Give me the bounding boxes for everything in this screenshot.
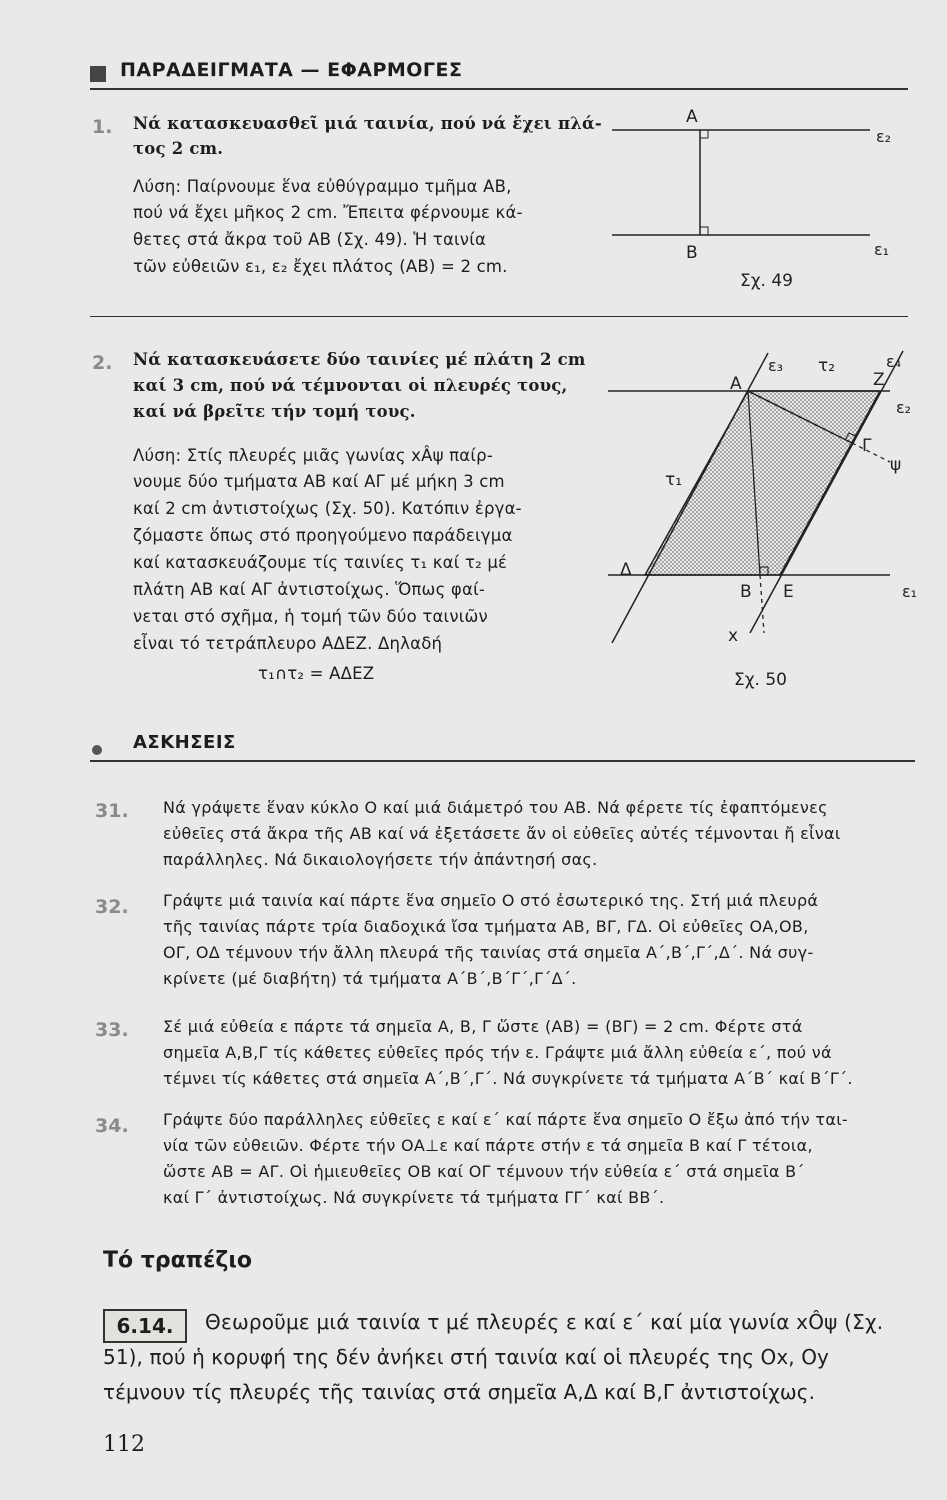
example-1-number: 1.: [92, 116, 113, 138]
fig50-label-D: Δ: [620, 560, 632, 580]
example-2-solution-2: νουμε δύο τμήματα ΑΒ καί ΑΓ μέ μήκη 3 cm: [133, 472, 505, 491]
fig49-label-B: Β: [686, 243, 698, 263]
fig50-label-t1: τ₁: [665, 470, 683, 490]
fig50-label-t2: τ₂: [818, 356, 836, 376]
fig50-label-A: Α: [730, 374, 742, 394]
exercise-31-line-2: εὐθεῖες στά ἄκρα τῆς ΑΒ καί νά ἐξετάσετε ἄν οἱ εὐθεῖες αὐτές τέμνονται ἤ εἶναι: [163, 824, 841, 843]
fig49-label-e2: ε₂: [876, 127, 892, 146]
fig50-caption: Σχ. 50: [734, 670, 788, 690]
section-box-label: 6.14.: [103, 1309, 187, 1343]
exercise-32-number: 32.: [95, 896, 129, 918]
example-2-solution-3: καί 2 cm ἀντιστοίχως (Σχ. 50). Κατόπιν ἐργα-: [133, 499, 522, 518]
fig50-label-B: Β: [740, 582, 752, 602]
exercise-33-number: 33.: [95, 1019, 129, 1041]
section-line-3: τέμνουν τίς πλευρές τῆς ταινίας στά σημεῖα Α,Δ καί Β,Γ ἀντιστοίχως.: [103, 1380, 816, 1404]
exercise-32-line-2: τῆς ταινίας πάρτε τρία διαδοχικά ἴσα τμήματα ΑΒ, ΒΓ, ΓΔ. Οἱ εὐθεῖες ΟΑ,ΟΒ,: [163, 917, 809, 936]
fig50-label-E: Ε: [783, 582, 794, 602]
page-number: 112: [103, 1432, 145, 1457]
fig49-right-angle-top: [700, 130, 708, 138]
exercise-34-line-2: νία τῶν εὐθειῶν. Φέρτε τήν ΟΑ⊥ε καί πάρτε στήν ε τά σημεῖα Β καί Γ τέτοια,: [163, 1136, 813, 1155]
exercise-34-line-4: καί Γ΄ ἀντιστοίχως. Νά συγκρίνετε τά τμήματα ΓΓ΄ καί ΒΒ΄.: [163, 1188, 665, 1207]
exercise-31-line-3: παράλληλες. Νά δικαιολογήσετε τήν ἀπάντησή σας.: [163, 850, 598, 869]
exercise-34-number: 34.: [95, 1115, 129, 1137]
fig49-label-e1: ε₁: [874, 240, 890, 259]
fig49-label-A: Α: [686, 107, 698, 127]
exercise-31-line-1: Νά γράψετε ἕναν κύκλο Ο καί μιά διάμετρό του ΑΒ. Νά φέρετε τίς ἐφαπτόμενες: [163, 798, 828, 817]
example-2-solution-7: νεται στό σχῆμα, ἡ τομή τῶν δύο ταινιῶν: [133, 607, 488, 626]
header-bullet: [90, 66, 106, 82]
section-line-1: Θεωροῦμε μιά ταινία τ μέ πλευρές ε καί ε΄ καί μία γωνία xÔψ (Σχ.: [205, 1310, 884, 1334]
divider-1: [90, 316, 908, 317]
example-1-solution-2: πού νά ἔχει μῆκος 2 cm. Ἔπειτα φέρνουμε κά-: [133, 203, 523, 222]
exercises-title: ΑΣΚΗΣΕΙΣ: [133, 732, 236, 753]
example-2-solution-5: καί κατασκευάζουμε τίς ταινίες τ₁ καί τ₂ μέ: [133, 553, 508, 572]
fig50-label-x: x: [728, 626, 739, 646]
fig50-label-e3: ε₃: [768, 356, 784, 375]
exercise-33-line-1: Σέ μιά εὐθεία ε πάρτε τά σημεῖα Α, Β, Γ ὥστε (ΑΒ) = (ΒΓ) = 2 cm. Φέρτε στά: [163, 1017, 803, 1036]
header-rule: [90, 88, 908, 90]
exercises-bullet: [92, 745, 102, 755]
section-title: Τό τραπέζιο: [103, 1248, 253, 1273]
figure-50: [590, 345, 920, 700]
exercise-32-line-4: κρίνετε (μέ διαβήτη) τά τμήματα Α΄Β΄,Β΄Γ΄,Γ΄Δ΄.: [163, 969, 577, 988]
header-title: ΠΑΡΑΔΕΙΓΜΑΤΑ — ΕΦΑΡΜΟΓΕΣ: [120, 59, 463, 81]
example-2-statement-1: Νά κατασκευάσετε δύο ταινίες μέ πλάτη 2 cm: [133, 350, 586, 369]
fig50-label-e2: ε₂: [896, 398, 912, 417]
exercise-32-line-1: Γράψτε μιά ταινία καί πάρτε ἕνα σημεῖο Ο στό ἐσωτερικό της. Στή μιά πλευρά: [163, 891, 819, 910]
fig50-label-psi: ψ: [890, 455, 902, 475]
exercises-rule: [90, 760, 915, 762]
example-2-number: 2.: [92, 352, 113, 374]
example-1-statement-2: τος 2 cm.: [133, 139, 224, 158]
example-2-formula: τ₁∩τ₂ = ΑΔΕΖ: [258, 664, 375, 683]
fig50-ray-x: [760, 575, 764, 633]
exercise-31-number: 31.: [95, 800, 129, 822]
exercise-34-line-1: Γράψτε δύο παράλληλες εὐθεῖες ε καί ε΄ καί πάρτε ἕνα σημεῖο Ο ἔξω ἀπό τήν ται-: [163, 1110, 848, 1129]
example-2-solution-8: εἶναι τό τετράπλευρο ΑΔΕΖ. Δηλαδή: [133, 634, 443, 653]
exercise-33-line-3: τέμνει τίς κάθετες στά σημεῖα Α΄,Β΄,Γ΄. Νά συγκρίνετε τά τμήματα Α΄Β΄ καί Β΄Γ΄.: [163, 1069, 853, 1088]
section-line-2: 51), πού ἡ κορυφή της δέν ἀνήκει στή ταινία καί οἱ πλευρές της Οx, Οy: [103, 1345, 829, 1369]
fig50-label-G: Γ: [862, 436, 872, 456]
example-2-solution-4: ζόμαστε ὅπως στό προηγούμενο παράδειγμα: [133, 526, 513, 545]
exercise-32-line-3: ΟΓ, ΟΔ τέμνουν τήν ἄλλη πλευρά τῆς ταινίας στά σημεῖα Α΄,Β΄,Γ΄,Δ΄. Νά συγ-: [163, 943, 814, 962]
fig50-label-e1: ε₁: [902, 582, 918, 601]
fig50-label-e4: ε₄: [886, 352, 902, 371]
fig50-label-Z: Ζ: [873, 370, 885, 390]
exercise-33-line-2: σημεῖα Α,Β,Γ τίς κάθετες εὐθεῖες πρός τήν ε. Γράψτε μιά ἄλλη εὐθεία ε΄, πού νά: [163, 1043, 832, 1062]
example-2-solution-6: πλάτη ΑΒ καί ΑΓ ἀντιστοίχως. Ὅπως φαί-: [133, 580, 486, 599]
example-1-solution-1: Λύση: Παίρνουμε ἕνα εὐθύγραμμο τμῆμα ΑΒ,: [133, 177, 512, 196]
figure-49: [600, 100, 910, 300]
example-2-solution-1: Λύση: Στίς πλευρές μιᾶς γωνίας xÂψ παίρ-: [133, 446, 493, 465]
example-1-statement-1: Νά κατασκευασθεῖ μιά ταινία, πού νά ἔχει πλά-: [133, 114, 602, 133]
example-2-statement-3: καί νά βρεῖτε τήν τομή τους.: [133, 402, 416, 421]
example-2-statement-2: καί 3 cm, πού νά τέμνονται οἱ πλευρές τους,: [133, 376, 568, 395]
example-1-solution-4: τῶν εὐθειῶν ε₁, ε₂ ἔχει πλάτος (ΑΒ) = 2 cm.: [133, 257, 508, 276]
exercise-34-line-3: ὥστε ΑΒ = ΑΓ. Οἱ ἡμιευθεῖες ΟΒ καί ΟΓ τέμνουν τήν εὐθεία ε΄ στά σημεῖα Β΄: [163, 1162, 805, 1181]
example-1-solution-3: θετες στά ἄκρα τοῦ ΑΒ (Σχ. 49). Ἡ ταινία: [133, 230, 487, 249]
fig49-caption: Σχ. 49: [740, 271, 794, 291]
fig49-right-angle-bottom: [700, 227, 708, 235]
